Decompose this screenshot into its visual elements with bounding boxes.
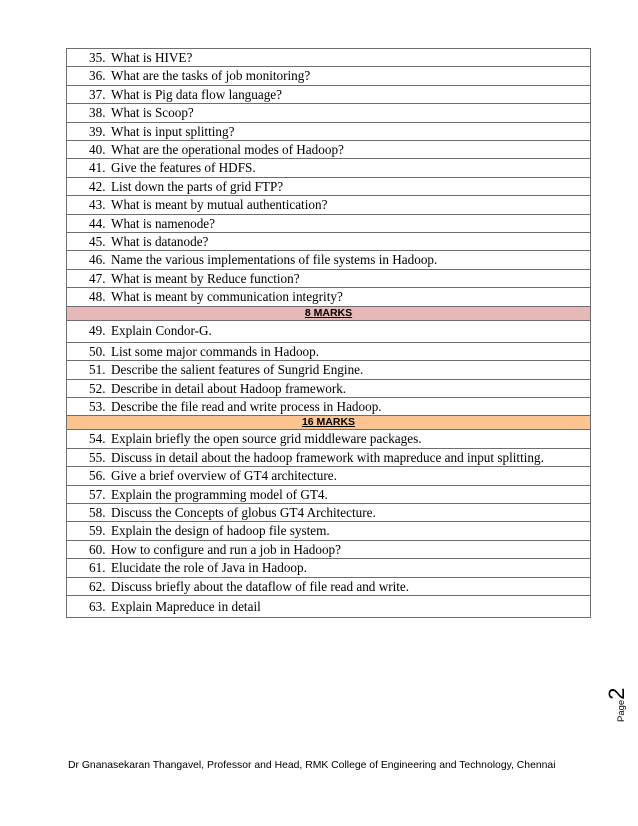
question-text: Describe the salient features of Sungrid Engine. (111, 362, 364, 378)
question-row (67, 177, 591, 195)
question-row (67, 214, 591, 232)
question-cell (67, 251, 591, 269)
question-cell (67, 104, 591, 122)
question-number: 44. (89, 215, 106, 231)
question-number: 58. (89, 504, 106, 520)
question-text: Discuss in detail about the hadoop framework with mapreduce and input splitting. (111, 449, 544, 465)
section-header: 16 MARKS (67, 416, 591, 430)
question-text: Elucidate the role of Java in Hadoop. (111, 560, 307, 576)
question-text: Explain the programming model of GT4. (111, 486, 328, 502)
question-number: 43. (89, 197, 106, 213)
question-row (67, 85, 591, 103)
question-cell (67, 85, 591, 103)
question-row (67, 577, 591, 595)
question-row (67, 540, 591, 558)
question-cell (67, 595, 591, 617)
question-cell (67, 467, 591, 485)
question-text: Explain Condor-G. (111, 323, 212, 339)
question-row (67, 503, 591, 521)
question-cell (67, 361, 591, 379)
question-text: Give a brief overview of GT4 architecture. (111, 468, 337, 484)
question-number: 56. (89, 468, 106, 484)
question-number: 52. (89, 380, 106, 396)
question-number: 57. (89, 486, 106, 502)
question-text: Explain briefly the open source grid middleware packages. (111, 431, 422, 447)
question-text: How to configure and run a job in Hadoop? (111, 541, 341, 557)
question-number: 35. (89, 50, 106, 65)
page-footer: Dr Gnanasekaran Thangavel, Professor and Head, RMK College of Engineering and Technology, Chennai (68, 760, 556, 771)
question-row (67, 159, 591, 177)
question-text: Discuss the Concepts of globus GT4 Architecture. (111, 504, 376, 520)
question-number: 41. (89, 160, 106, 176)
question-row (67, 397, 591, 415)
question-row (67, 595, 591, 617)
question-text: List down the parts of grid FTP? (111, 178, 284, 194)
question-cell (67, 342, 591, 360)
question-cell (67, 269, 591, 287)
question-number: 36. (89, 68, 106, 84)
question-number: 38. (89, 105, 106, 121)
question-row (67, 122, 591, 140)
question-number: 54. (89, 431, 106, 447)
question-number: 49. (89, 323, 106, 339)
question-row (67, 141, 591, 159)
question-cell (67, 522, 591, 540)
question-cell (67, 233, 591, 251)
question-number: 45. (89, 234, 106, 250)
question-row (67, 196, 591, 214)
question-row (67, 430, 591, 448)
question-text: What is meant by mutual authentication? (111, 197, 328, 213)
question-number: 53. (89, 398, 106, 414)
question-cell (67, 379, 591, 397)
question-cell (67, 159, 591, 177)
question-number: 39. (89, 123, 106, 139)
section-header-row (67, 416, 591, 430)
question-row (67, 485, 591, 503)
question-number: 50. (89, 343, 106, 359)
question-cell (67, 503, 591, 521)
question-table (66, 48, 591, 618)
question-row (67, 342, 591, 360)
page-number-label (604, 688, 630, 722)
question-number: 47. (89, 270, 106, 286)
question-cell (67, 448, 591, 466)
question-row (67, 49, 591, 67)
question-number: 42. (89, 178, 106, 194)
question-text: What is datanode? (111, 234, 209, 250)
question-cell (67, 320, 591, 342)
question-cell (67, 214, 591, 232)
question-text: What is meant by Reduce function? (111, 270, 300, 286)
question-cell (67, 141, 591, 159)
question-number: 60. (89, 541, 106, 557)
question-number: 48. (89, 289, 106, 305)
question-row (67, 251, 591, 269)
question-number: 37. (89, 86, 106, 102)
question-text: Discuss briefly about the dataflow of file read and write. (111, 578, 410, 594)
question-row (67, 67, 591, 85)
question-cell (67, 540, 591, 558)
question-number: 40. (89, 142, 106, 158)
question-row (67, 288, 591, 306)
question-cell (67, 577, 591, 595)
question-number: 46. (89, 252, 106, 268)
question-cell (67, 559, 591, 577)
question-number: 59. (89, 523, 106, 539)
question-text: Describe in detail about Hadoop framework. (111, 380, 347, 396)
question-row (67, 448, 591, 466)
question-text: Explain the design of hadoop file system. (111, 523, 330, 539)
question-text: What are the operational modes of Hadoop? (111, 142, 344, 158)
question-cell (67, 397, 591, 415)
question-text: Name the various implementations of file systems in Hadoop. (111, 252, 438, 268)
question-cell (67, 288, 591, 306)
question-cell (67, 67, 591, 85)
question-text: Describe the file read and write process in Hadoop. (111, 398, 382, 414)
question-text: What is Scoop? (111, 105, 194, 121)
question-row (67, 379, 591, 397)
question-row (67, 522, 591, 540)
question-row (67, 467, 591, 485)
question-text: What are the tasks of job monitoring? (111, 68, 311, 84)
question-row (67, 320, 591, 342)
section-header-row (67, 306, 591, 320)
question-text: What is Pig data flow language? (111, 86, 283, 102)
question-row (67, 104, 591, 122)
page-number: 2 (604, 687, 629, 700)
question-number: 55. (89, 449, 106, 465)
question-number: 63. (89, 598, 106, 614)
question-cell (67, 177, 591, 195)
question-number: 61. (89, 560, 106, 576)
question-row (67, 361, 591, 379)
page-word: Page (616, 699, 627, 722)
question-text: Explain Mapreduce in detail (111, 598, 261, 614)
question-text: What is HIVE? (111, 50, 193, 65)
question-number: 62. (89, 578, 106, 594)
question-number: 51. (89, 362, 106, 378)
section-header: 8 MARKS (67, 306, 591, 320)
question-text: What is namenode? (111, 215, 215, 231)
question-text: List some major commands in Hadoop. (111, 343, 320, 359)
question-cell (67, 196, 591, 214)
question-row (67, 269, 591, 287)
question-cell (67, 122, 591, 140)
question-row (67, 233, 591, 251)
question-cell (67, 485, 591, 503)
question-cell (67, 49, 591, 67)
question-text: What is meant by communication integrity? (111, 289, 343, 305)
question-row (67, 559, 591, 577)
question-text: Give the features of HDFS. (111, 160, 256, 176)
question-cell (67, 430, 591, 448)
question-text: What is input splitting? (111, 123, 235, 139)
